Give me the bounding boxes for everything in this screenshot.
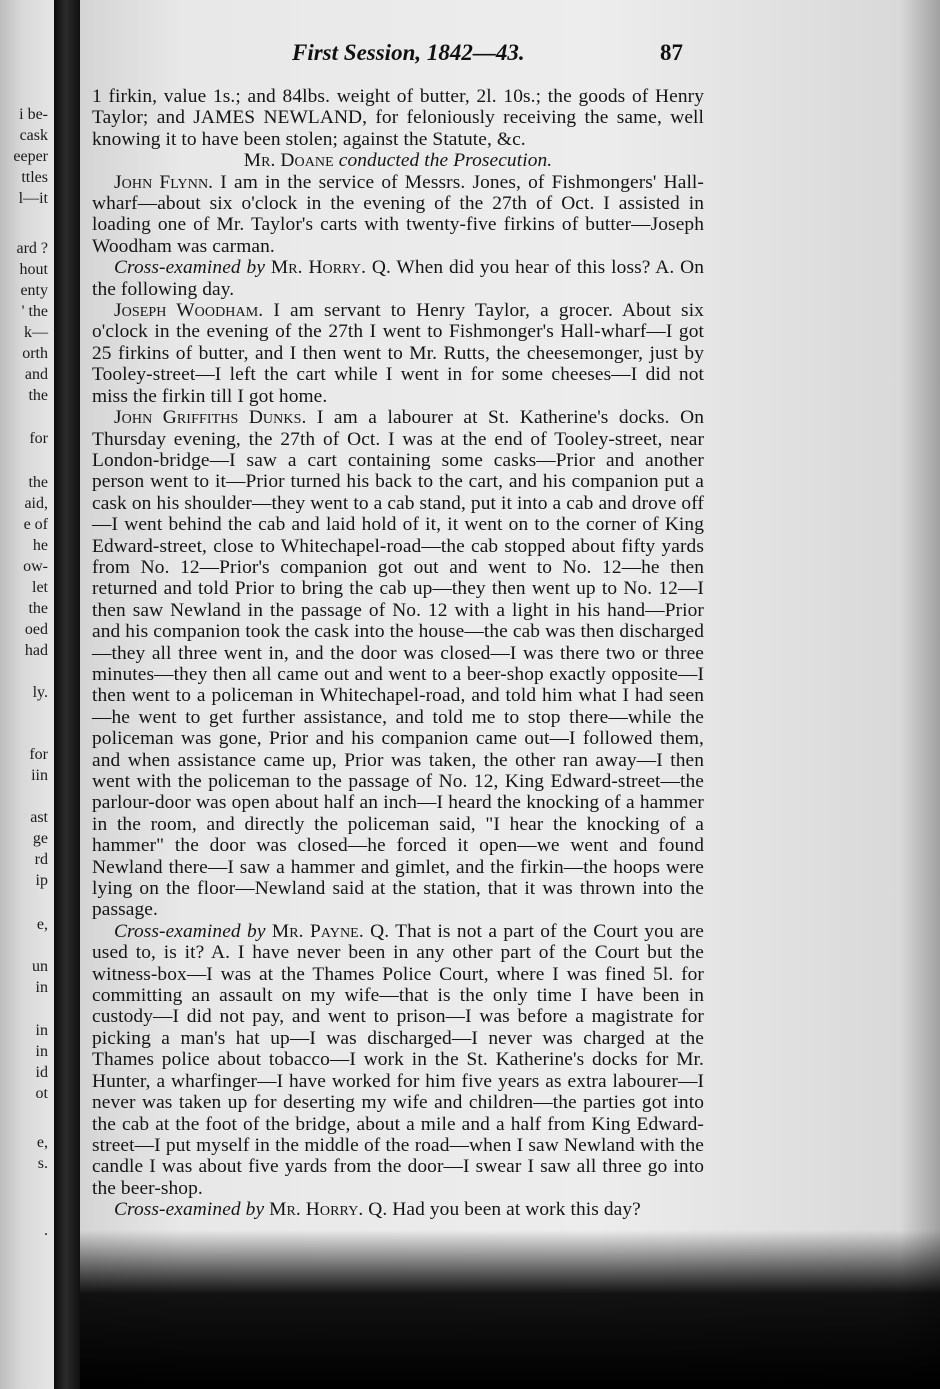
facing-page-fragment: in	[35, 1043, 48, 1060]
facing-page-fragment: for	[29, 746, 48, 763]
page-edge-shadow	[900, 0, 940, 1389]
cross-examination-label: Cross-examined by	[114, 1199, 265, 1221]
facing-page-fragment: for	[29, 430, 48, 447]
facing-page-fragment: k—	[24, 324, 48, 341]
cross-examination-paragraph	[92, 1199, 704, 1220]
facing-page-fragment: s.	[37, 1155, 48, 1172]
indictment-text: 1 firkin, value 1s.; and 84lbs. weight of butter, 2l. 10s.; the goods of Henry Taylor; and JAMES NEWLAND, for feloniously receiving the same, well knowing it to have been stolen; against the Statute, &c.	[92, 86, 704, 150]
running-title: First Session, 1842—43.	[292, 40, 525, 65]
witness-name: Joseph Woodham.	[114, 300, 264, 322]
testimony-text: Q. That is not a part of the Court you are used to, is it? A. I have never been in any other part of the Court but the witness-box—I was at the Thames Police Court, where I was fined 5l. for committing an assault on my wife—that is the only time I have been in custody—I did not pay, and went to prison—I was before a magistrate for picking a man's hat up—I was discharged—I never was charged at the Thames police about tobacco—I work in the St. Katherine's docks for Mr. Hunter, a wharfinger—I have worked for him five years as extra labourer—I never was taken up for deserting my wife and children—the parties got into the cab at the foot of the bridge, about a mile and a half from King Edward-street—I put myself in the middle of the road—when I saw Newland with the candle I was about five yards from the door—I swear I saw all three go into the beer-shop.	[92, 920, 704, 1199]
testimony-text: Q. Had you been at work this day?	[363, 1199, 641, 1221]
facing-page-fragment: ttles	[21, 169, 48, 186]
facing-page-fragment: ow-	[23, 558, 48, 575]
facing-page-fragment: i be-	[19, 106, 48, 123]
facing-page-fragment: and	[24, 366, 48, 383]
facing-page-fragment: the	[28, 474, 48, 491]
facing-page-fragment: enty	[20, 282, 48, 299]
facing-page-fragment: let	[32, 579, 48, 596]
facing-page-fragment: the	[28, 387, 48, 404]
prosecution-note-text: conducted the Prosecution.	[333, 150, 553, 172]
facing-page-fragment: l—it	[18, 190, 48, 207]
cross-examination-paragraph	[92, 257, 704, 300]
page-number: 87	[660, 40, 683, 65]
prosecutor-name: Mr. Doane	[243, 150, 334, 172]
testimony-text: I am a labourer at St. Katherine's docks. On Thursday evening, the 27th of Oct. I was at the end of Tooley-street, near London-bridge—I saw a cart containing some casks—Prior and another person went to it—Prior turned his back to the cart, and his companion put a cask on his shoulder—they went to a cab stand, put it into a cab and drove off—I went behind the cab and laid hold of it, it went on to the corner of King Edward-street, close to Whitechapel-road—the cab stopped about fifty yards from No. 12—Prior's companion got out and went to No. 12—he then returned and told Prior to bring the cab up—they then went up to No. 12—I then saw Newland in the passage of No. 12 with a light in his hand—Prior and his companion took the cask into the house—the cab was then discharged—they all three went in, and the door was closed—I was there two or three minutes—they then all came out and went to a beer-shop exactly opposite—I then went to a policeman in Whitechapel-road, and told him what I had seen—he went to get further assistance, and told me to stop there—while the policeman was gone, Prior and his companion came out—I followed them, and when assistance came up, Prior was taken, the other ran away—I then went with the policeman to the passage of No. 12, King Edward-street—the parlour-door was open about half an inch—I heard the knocking of a hammer in the room, and directly the policeman said, "I hear the knocking of a hammer" the door was closed—he forced it open—we went and found Newland there—I saw a hammer and gimlet, and the firkin—the hoops were lying on the floor—Newland said at the station, that it was thrown into the passage.	[92, 407, 705, 921]
facing-page-fragment: oed	[24, 621, 48, 638]
testimony-paragraph	[92, 172, 704, 258]
book-page	[80, 0, 940, 1389]
facing-page-fragment: ard ?	[16, 240, 48, 257]
facing-page-text-fragments	[0, 80, 54, 1240]
testimony-text: I am servant to Henry Taylor, a grocer. About six o'clock in the evening of the 27th I went to Fishmonger's Hall-wharf—I got 25 firkins of butter, and I then went to Mr. Rutts, the cheesemonger, just by Tooley-street—I left the cart while I went in for some cheeses—I did not miss the firkin till I got home.	[92, 300, 704, 407]
facing-page-fragment: e,	[36, 1134, 48, 1151]
prosecution-note	[92, 150, 704, 171]
cross-examination-label: Cross-examined by	[114, 920, 266, 942]
facing-page-fragment: rd	[34, 851, 48, 868]
witness-name: John Flynn.	[114, 171, 214, 193]
facing-page-fragment: cask	[19, 127, 48, 144]
facing-page-fragment: ip	[35, 872, 48, 889]
facing-page-fragment: the	[28, 600, 48, 617]
facing-page-fragment: iin	[31, 767, 48, 784]
facing-page-fragment: hout	[19, 261, 48, 278]
facing-page-fragment: in	[35, 1022, 48, 1039]
facing-page-fragment: id	[35, 1064, 48, 1081]
facing-page	[0, 0, 54, 1389]
book-gutter	[54, 0, 80, 1389]
facing-page-fragment: ' the	[21, 303, 48, 320]
facing-page-fragment: in	[35, 979, 48, 996]
examiner-name: Mr. Payne.	[271, 920, 364, 942]
cross-examination-label: Cross-examined by	[114, 257, 266, 279]
testimony-paragraph	[92, 407, 704, 921]
facing-page-fragment: e,	[36, 916, 48, 933]
examiner-name: Mr. Horry.	[269, 1199, 364, 1221]
facing-page-fragment: ot	[35, 1085, 48, 1102]
facing-page-fragment: eeper	[13, 148, 48, 165]
facing-page-fragment: ly.	[32, 684, 48, 701]
facing-page-fragment: .	[44, 1222, 48, 1239]
facing-page-fragment: un	[32, 958, 48, 975]
facing-page-fragment: e of	[23, 516, 48, 533]
facing-page-fragment: orth	[22, 345, 48, 362]
examiner-name: Mr. Horry.	[270, 257, 367, 279]
facing-page-fragment: had	[24, 642, 48, 659]
page-body	[92, 86, 704, 1221]
testimony-text: I am in the service of Messrs. Jones, of Fishmongers' Hall-wharf—about six o'clock in the evening of the 27th of Oct. I assisted in loading one of Mr. Taylor's carts with twenty-five firkins of butter—Joseph Woodham was carman.	[92, 171, 704, 257]
facing-page-fragment: aid,	[24, 495, 48, 512]
witness-name: John Griffiths Dunks.	[114, 407, 307, 429]
facing-page-fragment: ge	[32, 830, 48, 847]
testimony-text: Q. When did you hear of this loss? A. On the following day.	[92, 257, 704, 300]
testimony-paragraph	[92, 300, 704, 407]
cross-examination-paragraph	[92, 921, 704, 1199]
facing-page-fragment: ast	[30, 809, 48, 826]
facing-page-fragment: he	[32, 537, 48, 554]
bottom-shadow	[80, 1230, 940, 1389]
